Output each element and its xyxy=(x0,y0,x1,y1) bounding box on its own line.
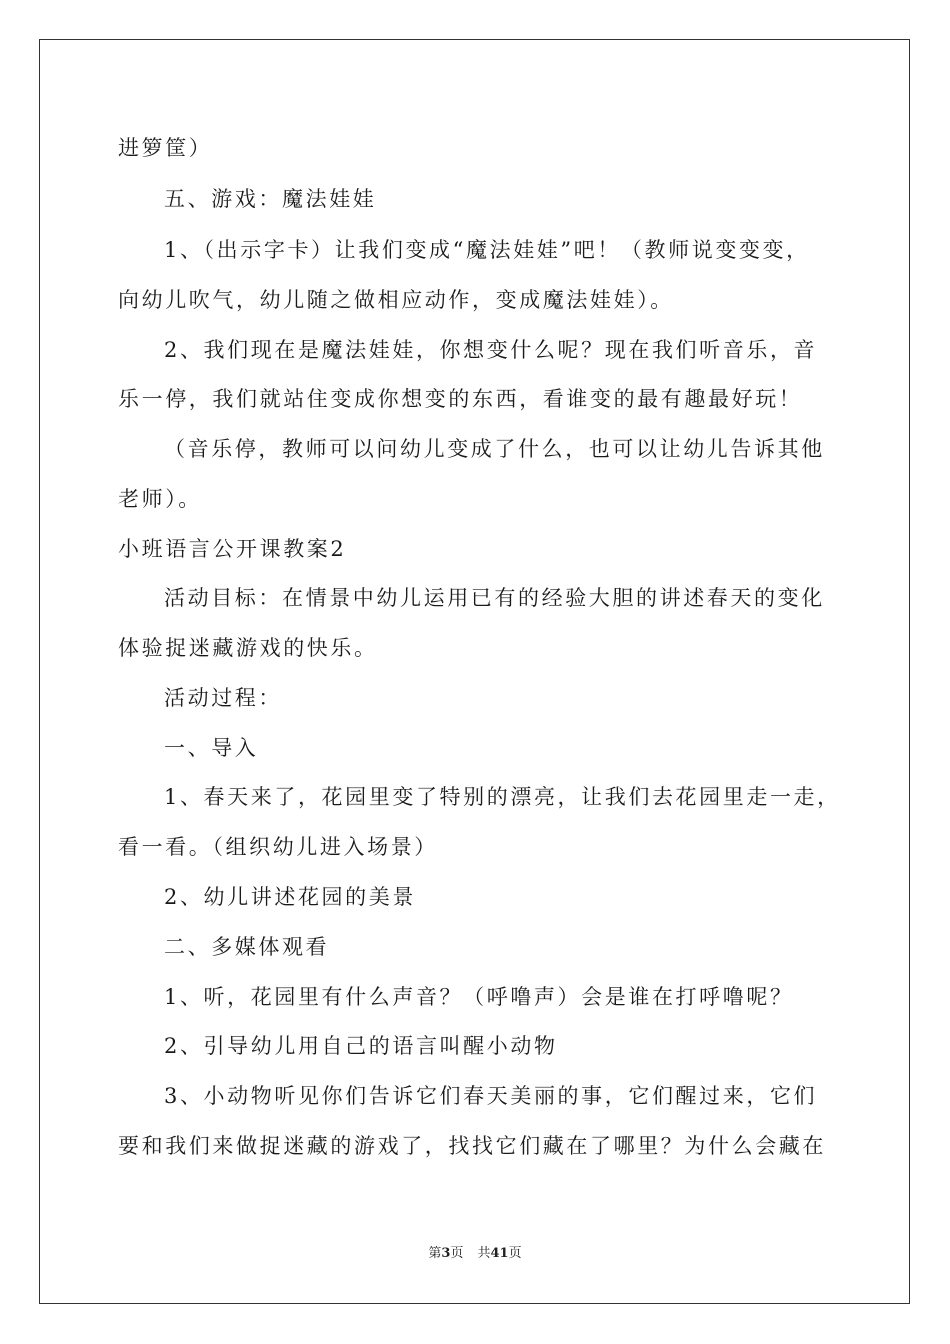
page-footer xyxy=(0,1245,950,1263)
text-line: 老师）。 xyxy=(118,487,202,511)
total-prefix: 共 xyxy=(477,1246,491,1261)
text-line: 2、幼儿讲述花园的美景 xyxy=(164,885,416,909)
section-heading: 活动过程： xyxy=(164,686,282,710)
text-line: 1、（出示字卡）让我们变成“魔法娃娃”吧！（教师说变变变， xyxy=(164,238,810,262)
text-line: 3、小动物听见你们告诉它们春天美丽的事，它们醒过来，它们 xyxy=(164,1084,818,1108)
text-line: 2、引导幼儿用自己的语言叫醒小动物 xyxy=(164,1034,558,1058)
text-line: 进箩筐） xyxy=(118,136,213,160)
text-line: 活动目标：在情景中幼儿运用已有的经验大胆的讲述春天的变化 xyxy=(164,586,825,610)
text-line: 向幼儿吹气，幼儿随之做相应动作，变成魔法娃娃）。 xyxy=(118,288,674,312)
total-page-count: 41 xyxy=(490,1246,509,1261)
text-line: 要和我们来做捉迷藏的游戏了，找找它们藏在了哪里？为什么会藏在 xyxy=(118,1134,826,1158)
text-line: （音乐停，教师可以问幼儿变成了什么，也可以让幼儿告诉其他 xyxy=(164,437,825,461)
text-line: 看一看。（组织幼儿进入场景） xyxy=(118,835,438,859)
text-line: 乐一停，我们就站住变成你想变的东西，看谁变的最有趣最好玩！ xyxy=(118,387,803,411)
document-title: 小班语言公开课教案2 xyxy=(118,537,347,561)
text-line: 体验捉迷藏游戏的快乐。 xyxy=(118,636,378,660)
total-unit: 页 xyxy=(508,1246,522,1261)
section-heading: 五、游戏：魔法娃娃 xyxy=(164,187,377,211)
text-line: 1、春天来了，花园里变了特别的漂亮，让我们去花园里走一走， xyxy=(164,785,841,809)
section-heading: 二、多媒体观看 xyxy=(164,935,330,959)
current-page-number: 3 xyxy=(441,1246,451,1261)
section-heading: 一、导入 xyxy=(164,736,259,760)
text-line: 1、听，花园里有什么声音？（呼噜声）会是谁在打呼噜呢？ xyxy=(164,985,794,1009)
page-unit: 页 xyxy=(450,1246,464,1261)
page-border xyxy=(39,39,910,1304)
page-prefix: 第 xyxy=(428,1246,442,1261)
text-line: 2、我们现在是魔法娃娃，你想变什么呢？现在我们听音乐，音 xyxy=(164,338,818,362)
